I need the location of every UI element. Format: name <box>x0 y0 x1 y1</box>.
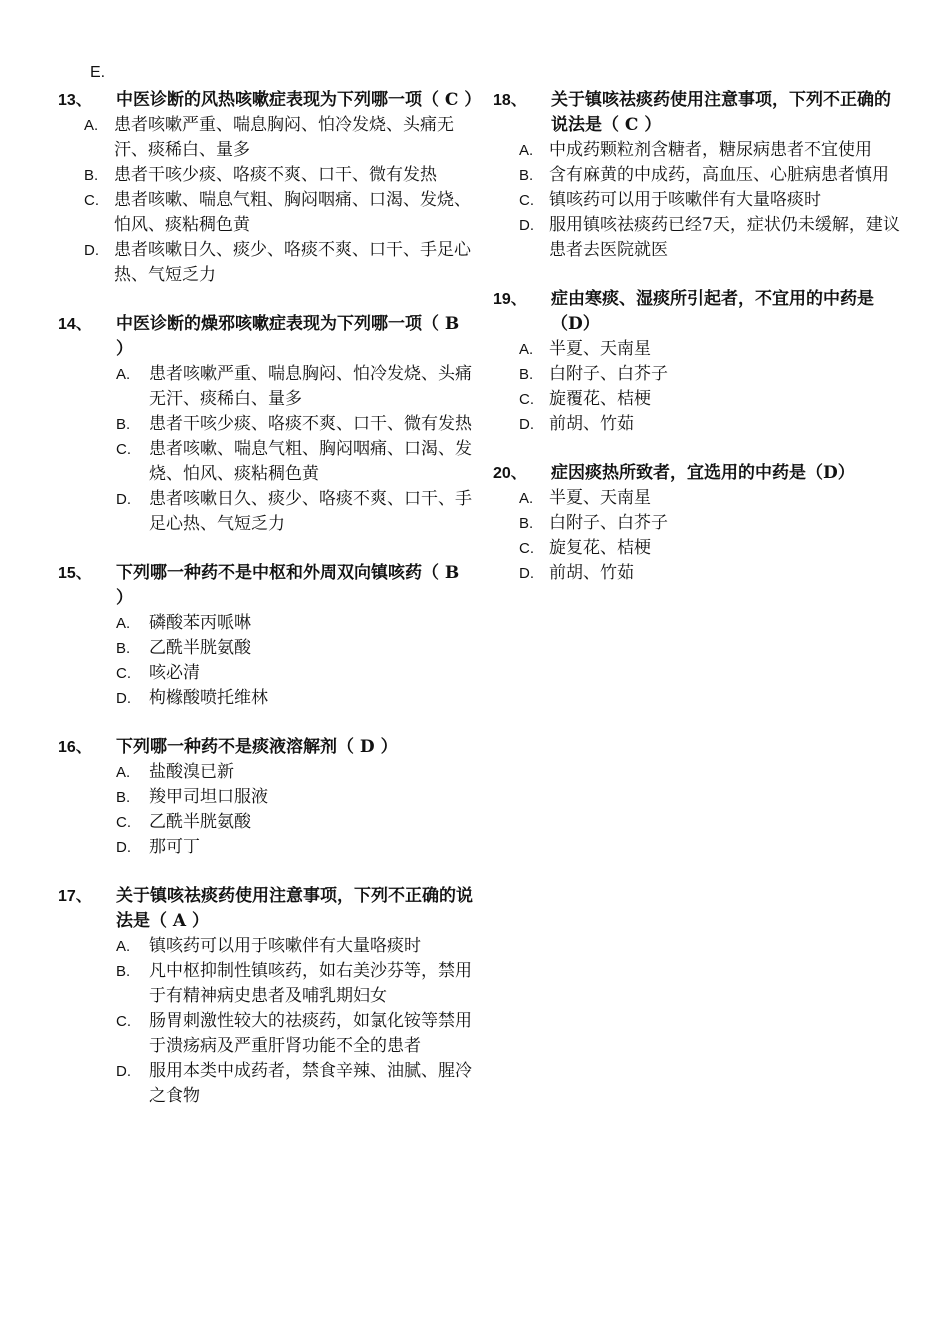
option-b <box>493 362 903 387</box>
option-text: 患者咳嗽日久、痰少、咯痰不爽、口干、手足心热、气短乏力 <box>149 489 472 534</box>
left-column <box>58 60 482 1133</box>
option-text: 枸橼酸喷托维林 <box>149 688 268 708</box>
option-a <box>58 611 473 636</box>
option-text: 前胡、竹茹 <box>549 563 634 583</box>
option-letter: B. <box>116 640 131 657</box>
option-a <box>58 362 473 412</box>
option-text: 患者咳嗽日久、痰少、咯痰不爽、口干、手足心热、气短乏力 <box>114 240 471 285</box>
question-number: 18、 <box>493 92 527 109</box>
option-text: 前胡、竹茹 <box>549 414 634 434</box>
option-letter: D. <box>519 565 534 582</box>
option-text: 白附子、白芥子 <box>549 364 668 384</box>
option-letter: C. <box>84 192 99 209</box>
option-list <box>493 486 903 586</box>
option-text: 羧甲司坦口服液 <box>149 787 268 807</box>
question-20 <box>493 461 903 586</box>
question-13 <box>58 88 482 288</box>
option-list <box>58 113 473 288</box>
question-text: 中医诊断的风热咳嗽症表现为下列哪一项（ C ） <box>116 90 482 110</box>
option-letter: C. <box>116 814 131 831</box>
option-text: 凡中枢抑制性镇咳药，如右美沙芬等，禁用于有精神病史患者及哺乳期妇女 <box>149 961 472 1006</box>
option-text: 乙酰半胱氨酸 <box>149 812 251 832</box>
option-text: 肠胃刺激性较大的祛痰药，如氯化铵等禁用于溃疡病及严重肝肾功能不全的患者 <box>149 1011 472 1056</box>
option-text: 中成药颗粒剂含糖者，糖尿病患者不宜使用 <box>549 140 872 160</box>
question-header <box>493 461 903 486</box>
option-text: 含有麻黄的中成药，高血压、心脏病患者慎用 <box>549 165 889 185</box>
option-letter: A. <box>519 341 534 358</box>
option-a <box>58 760 473 785</box>
question-header <box>58 312 473 362</box>
option-letter: C. <box>116 441 131 458</box>
option-letter: D. <box>116 690 131 707</box>
option-d <box>58 238 473 288</box>
question-header <box>493 88 903 138</box>
option-text: 服用镇咳祛痰药已经7天，症状仍未缓解，建议患者去医院就医 <box>549 215 900 260</box>
option-a <box>58 934 473 959</box>
question-text: 关于镇咳祛痰药使用注意事项，下列不正确的说法是（ C ） <box>551 90 891 135</box>
option-c <box>493 387 903 412</box>
option-text: 旋覆花、桔梗 <box>549 389 651 409</box>
question-text: 症因痰热所致者，宜选用的中药是（D） <box>551 463 855 483</box>
question-text: 中医诊断的燥邪咳嗽症表现为下列哪一项（ B ） <box>116 314 460 359</box>
option-letter: A. <box>116 615 131 632</box>
question-number: 15、 <box>58 565 92 582</box>
option-list <box>58 611 473 711</box>
option-a <box>493 337 903 362</box>
question-number: 20、 <box>493 465 527 482</box>
option-letter: C. <box>519 540 534 557</box>
option-letter: A. <box>116 764 131 781</box>
option-text: 患者咳嗽、喘息气粗、胸闷咽痛、口渴、发烧、怕风、痰粘稠色黄 <box>114 190 471 235</box>
option-text: 患者咳嗽、喘息气粗、胸闷咽痛、口渴、发烧、怕风、痰粘稠色黄 <box>149 439 472 484</box>
option-text: 半夏、天南星 <box>549 339 651 359</box>
option-letter: B. <box>116 963 131 980</box>
option-letter: C. <box>519 192 534 209</box>
option-letter: B. <box>519 366 534 383</box>
question-19 <box>493 287 903 437</box>
question-17 <box>58 884 473 1109</box>
option-a <box>58 113 473 163</box>
option-b <box>493 163 903 188</box>
option-a <box>493 486 903 511</box>
option-text: 盐酸溴已新 <box>149 762 234 782</box>
option-letter: C. <box>116 1013 131 1030</box>
question-text: 症由寒痰、湿痰所引起者，不宜用的中药是（D） <box>551 289 874 334</box>
question-number: 19、 <box>493 291 527 308</box>
option-text: 镇咳药可以用于咳嗽伴有大量咯痰时 <box>549 190 821 210</box>
option-c <box>58 437 473 487</box>
option-d <box>493 561 903 586</box>
option-b <box>58 636 473 661</box>
option-b <box>58 163 473 188</box>
option-list <box>493 138 903 263</box>
option-letter: D. <box>519 217 534 234</box>
option-letter: A. <box>116 938 131 955</box>
question-15 <box>58 561 473 711</box>
option-c <box>493 536 903 561</box>
option-letter: D. <box>84 242 99 259</box>
option-letter: D. <box>116 491 131 508</box>
option-text: 那可丁 <box>149 837 200 857</box>
option-c <box>493 188 903 213</box>
question-number: 17、 <box>58 888 92 905</box>
option-letter: B. <box>519 167 534 184</box>
option-text: 乙酰半胱氨酸 <box>149 638 251 658</box>
option-d <box>58 835 473 860</box>
right-column <box>493 60 903 610</box>
option-letter: D. <box>116 839 131 856</box>
option-c <box>58 810 473 835</box>
option-c <box>58 661 473 686</box>
question-18 <box>493 88 903 263</box>
option-text: 旋复花、桔梗 <box>549 538 651 558</box>
option-letter: A. <box>84 117 99 134</box>
option-letter: C. <box>116 665 131 682</box>
option-b <box>58 785 473 810</box>
question-header <box>58 735 473 760</box>
option-b <box>493 511 903 536</box>
question-header <box>58 561 473 611</box>
question-14 <box>58 312 473 537</box>
option-list <box>493 337 903 437</box>
option-text: 咳必清 <box>149 663 200 683</box>
option-letter: B. <box>519 515 534 532</box>
option-d <box>58 1059 473 1109</box>
option-text: 患者咳嗽严重、喘息胸闷、怕冷发烧、头痛无汗、痰稀白、量多 <box>149 364 472 409</box>
option-d <box>493 213 903 263</box>
question-16 <box>58 735 473 860</box>
option-c <box>58 1009 473 1059</box>
option-d <box>493 412 903 437</box>
option-letter: A. <box>116 366 131 383</box>
question-text: 下列哪一种药不是痰液溶解剂（ D ） <box>116 737 398 757</box>
question-text: 下列哪一种药不是中枢和外周双向镇咳药（ B ） <box>116 563 460 608</box>
question-header <box>493 287 903 337</box>
option-letter: A. <box>519 142 534 159</box>
option-c <box>58 188 473 238</box>
option-b <box>58 959 473 1009</box>
stray-option-label: E. <box>90 64 106 81</box>
option-text: 服用本类中成药者，禁食辛辣、油腻、腥冷之食物 <box>149 1061 472 1106</box>
option-list <box>58 760 473 860</box>
option-text: 患者干咳少痰、咯痰不爽、口干、微有发热 <box>114 165 437 185</box>
option-text: 患者干咳少痰、咯痰不爽、口干、微有发热 <box>149 414 472 434</box>
option-b <box>58 412 473 437</box>
question-text: 关于镇咳祛痰药使用注意事项，下列不正确的说法是（ A ） <box>116 886 473 931</box>
option-letter: B. <box>116 789 131 806</box>
option-letter: D. <box>519 416 534 433</box>
option-list <box>58 362 473 537</box>
option-text: 镇咳药可以用于咳嗽伴有大量咯痰时 <box>149 936 421 956</box>
option-text: 半夏、天南星 <box>549 488 651 508</box>
option-text: 患者咳嗽严重、喘息胸闷、怕冷发烧、头痛无汗、痰稀白、量多 <box>114 115 454 160</box>
option-letter: D. <box>116 1063 131 1080</box>
option-a <box>493 138 903 163</box>
question-header <box>58 88 482 113</box>
question-number: 13、 <box>58 92 92 109</box>
option-list <box>58 934 473 1109</box>
option-letter: B. <box>84 167 99 184</box>
option-d <box>58 487 473 537</box>
option-letter: C. <box>519 391 534 408</box>
question-number: 16、 <box>58 739 92 756</box>
option-letter: A. <box>519 490 534 507</box>
option-text: 磷酸苯丙哌啉 <box>149 613 251 633</box>
option-letter: B. <box>116 416 131 433</box>
option-text: 白附子、白芥子 <box>549 513 668 533</box>
question-number: 14、 <box>58 316 92 333</box>
question-header <box>58 884 473 934</box>
option-d <box>58 686 473 711</box>
